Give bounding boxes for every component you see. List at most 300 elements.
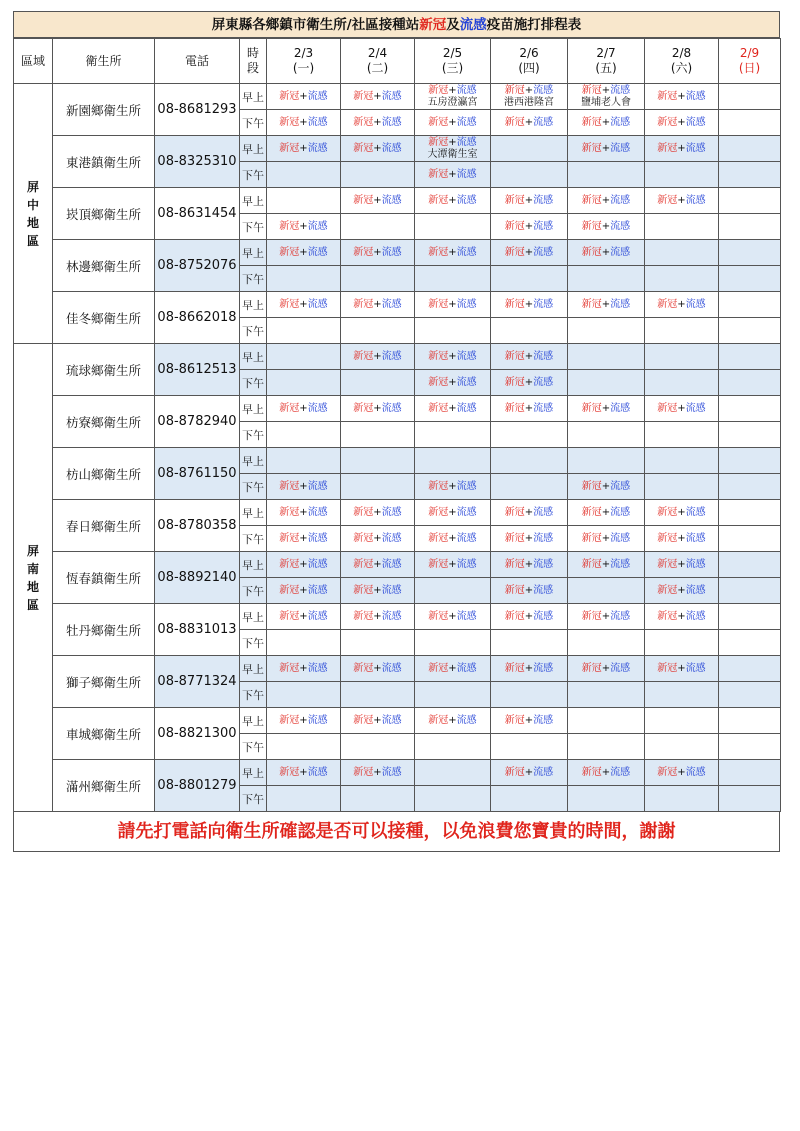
schedule-cell [645,500,719,526]
vaccine-label [341,117,414,129]
schedule-cell [267,214,341,240]
schedule-cell [645,760,719,786]
vaccine-label [568,403,644,415]
vaccine-label [491,533,567,545]
covid-label: 新冠 [581,246,602,258]
covid-label: 新冠 [279,402,300,414]
flu-label: 流感 [685,90,706,102]
plus-label: + [373,714,382,726]
clinic-name: 春日鄉衛生所 [53,500,155,552]
header-day-5 [645,39,719,84]
period-label: 下午 [240,422,267,448]
schedule-cell [719,110,781,136]
covid-label: 新冠 [581,116,602,128]
flu-label: 流感 [307,584,328,596]
clinic-name: 恆春鎮衛生所 [53,552,155,604]
schedule-cell [645,162,719,188]
vaccine-label [491,715,567,727]
schedule-sheet [13,11,780,852]
schedule-cell [491,240,568,266]
vaccine-label [415,195,490,207]
schedule-cell [568,422,645,448]
plus-label: + [601,142,611,154]
schedule-cell [415,136,491,162]
covid-label: 新冠 [581,142,602,154]
covid-label: 新冠 [428,116,449,128]
schedule-cell [719,708,781,734]
schedule-cell [645,84,719,110]
clinic-name: 車城鄉衛生所 [53,708,155,760]
schedule-cell [267,344,341,370]
schedule-cell [568,734,645,760]
covid-label: 新冠 [353,662,374,674]
flu-label: 流感 [381,766,402,778]
schedule-cell [645,396,719,422]
schedule-cell [491,786,568,812]
covid-label: 新冠 [581,402,602,414]
schedule-cell [568,552,645,578]
schedule-cell [568,786,645,812]
covid-label: 新冠 [353,766,374,778]
covid-label: 新冠 [279,90,300,102]
schedule-cell [491,604,568,630]
schedule-cell [719,318,781,344]
flu-label: 流感 [307,662,328,674]
vaccine-label [341,767,414,779]
clinic-name: 枋山鄉衛生所 [53,448,155,500]
plus-label: + [677,558,686,570]
covid-label: 新冠 [428,246,449,258]
plus-label: + [448,116,457,128]
covid-label: 新冠 [428,194,449,206]
schedule-cell [341,318,415,344]
flu-label: 流感 [610,220,631,232]
schedule-cell [568,448,645,474]
schedule-cell [415,760,491,786]
schedule-cell [415,786,491,812]
flu-label: 流感 [533,766,554,778]
schedule-body [14,84,781,812]
vaccine-label [491,663,567,675]
schedule-cell [491,292,568,318]
schedule-cell [568,760,645,786]
covid-label: 新冠 [279,506,300,518]
header-day-date: 2/8 [671,46,692,60]
schedule-cell [491,110,568,136]
schedule-cell [568,396,645,422]
period-label: 早上 [240,656,267,682]
vaccine-label [491,85,567,97]
vaccine-label [491,403,567,415]
schedule-cell [645,188,719,214]
covid-label: 新冠 [504,220,525,232]
covid-label: 新冠 [657,766,678,778]
table-row [14,136,781,162]
flu-label: 流感 [381,714,402,726]
schedule-cell [267,110,341,136]
schedule-cell [491,708,568,734]
covid-label: 新冠 [353,116,374,128]
plus-label: + [448,532,457,544]
schedule-cell [341,292,415,318]
schedule-cell [341,526,415,552]
covid-label: 新冠 [279,480,300,492]
vaccine-label [415,533,490,545]
vaccine-label [415,247,490,259]
flu-label: 流感 [610,506,631,518]
vaccine-label [415,377,490,389]
plus-label: + [373,116,382,128]
vaccine-label [415,507,490,519]
schedule-cell [341,708,415,734]
flu-label: 流感 [456,194,477,206]
region-cell [14,84,53,344]
schedule-cell [415,500,491,526]
vaccine-label [568,117,644,129]
schedule-cell [719,396,781,422]
clinic-phone: 08-8801279 [155,760,240,812]
covid-label: 新冠 [504,584,525,596]
covid-label: 新冠 [353,246,374,258]
flu-label: 流感 [533,662,554,674]
schedule-cell [568,136,645,162]
plus-label: + [524,558,534,570]
vaccine-label [267,247,340,259]
vaccine-label [568,247,644,259]
period-label: 下午 [240,578,267,604]
plus-label: + [677,584,686,596]
vaccine-label [568,533,644,545]
clinic-name: 獅子鄉衛生所 [53,656,155,708]
vaccine-label [267,611,340,623]
schedule-cell [415,188,491,214]
covid-label: 新冠 [353,194,374,206]
plus-label: + [601,84,611,96]
schedule-cell [491,474,568,500]
table-row [14,188,781,214]
covid-label: 新冠 [657,142,678,154]
schedule-cell [719,734,781,760]
schedule-cell [415,578,491,604]
schedule-cell [491,682,568,708]
schedule-cell [719,370,781,396]
schedule-cell [415,266,491,292]
clinic-name: 牡丹鄉衛生所 [53,604,155,656]
flu-label: 流感 [456,84,477,96]
header-day-date: 2/4 [367,46,388,60]
schedule-cell [267,162,341,188]
flu-label: 流感 [456,298,477,310]
flu-label: 流感 [381,532,402,544]
schedule-cell [341,474,415,500]
vaccine-label [415,85,490,97]
header-day-weekday: (四) [518,61,540,75]
covid-label: 新冠 [428,610,449,622]
table-row [14,760,781,786]
covid-label: 新冠 [657,298,678,310]
vaccine-label [645,767,718,779]
covid-label: 新冠 [279,558,300,570]
plus-label: + [448,610,457,622]
flu-label: 流感 [533,506,554,518]
page-title [13,11,780,38]
schedule-cell [568,500,645,526]
flu-label: 流感 [685,142,706,154]
header-day-6 [719,39,781,84]
schedule-cell [341,344,415,370]
plus-label: + [373,402,382,414]
schedule-cell [491,188,568,214]
schedule-cell [267,422,341,448]
schedule-cell [719,84,781,110]
clinic-phone: 08-8752076 [155,240,240,292]
plus-label: + [524,194,534,206]
flu-label: 流感 [610,194,631,206]
vaccine-label [341,611,414,623]
vaccine-label [645,299,718,311]
schedule-cell [341,500,415,526]
flu-label: 流感 [456,402,477,414]
header-day-date: 2/6 [519,46,539,60]
schedule-cell [645,110,719,136]
flu-label: 流感 [533,298,554,310]
flu-label: 流感 [456,662,477,674]
schedule-cell [267,136,341,162]
covid-label: 新冠 [353,584,374,596]
plus-label: + [524,246,534,258]
schedule-cell [491,396,568,422]
flu-label: 流感 [610,766,631,778]
schedule-cell [267,708,341,734]
period-label: 早上 [240,240,267,266]
flu-label: 流感 [610,116,631,128]
schedule-cell [491,214,568,240]
clinic-phone: 08-8821300 [155,708,240,760]
covid-label: 新冠 [581,194,602,206]
covid-label: 新冠 [657,116,678,128]
vaccine-label [568,85,644,97]
covid-label: 新冠 [581,532,602,544]
schedule-cell [415,110,491,136]
vaccine-label [645,533,718,545]
header-day-2 [415,39,491,84]
plus-label: + [677,402,686,414]
covid-label: 新冠 [504,402,525,414]
vaccine-label [267,663,340,675]
schedule-cell [645,604,719,630]
plus-label: + [677,90,686,102]
table-row [14,292,781,318]
header-period [240,39,267,84]
plus-label: + [299,558,308,570]
covid-label: 新冠 [581,558,602,570]
schedule-cell [645,136,719,162]
covid-label: 新冠 [353,558,374,570]
period-label: 早上 [240,500,267,526]
flu-label: 流感 [456,714,477,726]
schedule-cell [491,526,568,552]
schedule-cell [719,604,781,630]
flu-label: 流感 [610,84,631,96]
plus-label: + [299,298,308,310]
period-label: 下午 [240,474,267,500]
flu-label: 流感 [685,506,706,518]
plus-label: + [448,168,457,180]
schedule-cell [415,422,491,448]
vaccine-label [415,117,490,129]
schedule-cell [267,682,341,708]
period-label: 早上 [240,448,267,474]
plus-label: + [448,480,457,492]
schedule-cell [568,240,645,266]
schedule-cell [645,318,719,344]
schedule-cell [491,422,568,448]
vaccine-label [415,299,490,311]
schedule-cell [568,266,645,292]
plus-label: + [601,506,611,518]
plus-label: + [373,532,382,544]
vaccine-label [568,195,644,207]
covid-label: 新冠 [353,506,374,518]
plus-label: + [524,350,534,362]
flu-label: 流感 [685,116,706,128]
vaccine-label [645,585,718,597]
region-name: 屏南地區 [26,543,39,612]
plus-label: + [299,714,308,726]
flu-label: 流感 [307,402,328,414]
table-row [14,396,781,422]
period-label: 下午 [240,526,267,552]
plus-label: + [299,116,308,128]
covid-label: 新冠 [279,116,300,128]
clinic-name: 琉球鄉衛生所 [53,344,155,396]
region-cell [14,344,53,812]
plus-label: + [299,246,308,258]
covid-label: 新冠 [279,220,300,232]
covid-label: 新冠 [657,402,678,414]
flu-label: 流感 [456,168,477,180]
plus-label: + [524,506,534,518]
vaccine-label [267,143,340,155]
plus-label: + [299,662,308,674]
schedule-cell [719,552,781,578]
flu-label: 流感 [610,142,631,154]
header-row [14,39,781,84]
vaccine-label [491,377,567,389]
covid-label: 新冠 [581,480,602,492]
schedule-cell [341,266,415,292]
flu-label: 流感 [685,610,706,622]
plus-label: + [677,116,686,128]
vaccine-label [491,117,567,129]
flu-label: 流感 [533,116,554,128]
vaccine-label [491,507,567,519]
flu-label: 流感 [685,558,706,570]
covid-label: 新冠 [428,376,449,388]
plus-label: + [299,142,308,154]
plus-label: + [601,220,611,232]
table-row [14,708,781,734]
plus-label: + [373,558,382,570]
period-label: 下午 [240,734,267,760]
covid-label: 新冠 [428,662,449,674]
vaccine-label [568,507,644,519]
period-label: 早上 [240,552,267,578]
vaccine-label [645,195,718,207]
plus-label: + [299,610,308,622]
period-label: 早上 [240,292,267,318]
vaccine-label [415,481,490,493]
schedule-cell [719,760,781,786]
flu-label: 流感 [456,350,477,362]
plus-label: + [299,90,308,102]
covid-label: 新冠 [353,142,374,154]
vaccine-label [645,507,718,519]
schedule-cell [267,292,341,318]
flu-label: 流感 [533,402,554,414]
period-label: 早上 [240,344,267,370]
flu-label: 流感 [307,142,328,154]
schedule-cell [568,578,645,604]
schedule-cell [415,396,491,422]
schedule-cell [267,552,341,578]
flu-label: 流感 [456,610,477,622]
vaccine-label [415,169,490,181]
plus-label: + [373,90,382,102]
schedule-cell [645,266,719,292]
vaccine-label [645,91,718,103]
covid-label: 新冠 [279,662,300,674]
header-day-date: 2/9 [739,46,760,60]
title-suffix: 疫苗施打排程表 [486,17,582,33]
plus-label: + [524,766,534,778]
table-row [14,448,781,474]
vaccine-label [568,143,644,155]
table-row [14,604,781,630]
covid-label: 新冠 [657,584,678,596]
vaccine-label [267,585,340,597]
flu-label: 流感 [456,376,477,388]
plus-label: + [677,298,686,310]
covid-label: 新冠 [504,714,525,726]
header-day-0 [267,39,341,84]
plus-label: + [524,376,534,388]
covid-label: 新冠 [428,714,449,726]
header-day-weekday: (一) [292,61,315,75]
schedule-cell [645,682,719,708]
schedule-cell [267,500,341,526]
schedule-cell [341,656,415,682]
flu-label: 流感 [533,610,554,622]
clinic-phone: 08-8771324 [155,656,240,708]
vaccine-label [341,143,414,155]
schedule-cell [719,162,781,188]
plus-label: + [601,662,611,674]
schedule-cell [719,240,781,266]
schedule-cell [568,656,645,682]
clinic-phone: 08-8631454 [155,188,240,240]
covid-label: 新冠 [353,90,374,102]
header-clinic: 衛生所 [53,39,155,84]
covid-label: 新冠 [279,142,300,154]
flu-label: 流感 [685,402,706,414]
flu-label: 流感 [381,350,402,362]
flu-label: 流感 [685,194,706,206]
header-region: 區域 [14,39,53,84]
flu-label: 流感 [533,350,554,362]
flu-label: 流感 [307,766,328,778]
schedule-cell [645,292,719,318]
